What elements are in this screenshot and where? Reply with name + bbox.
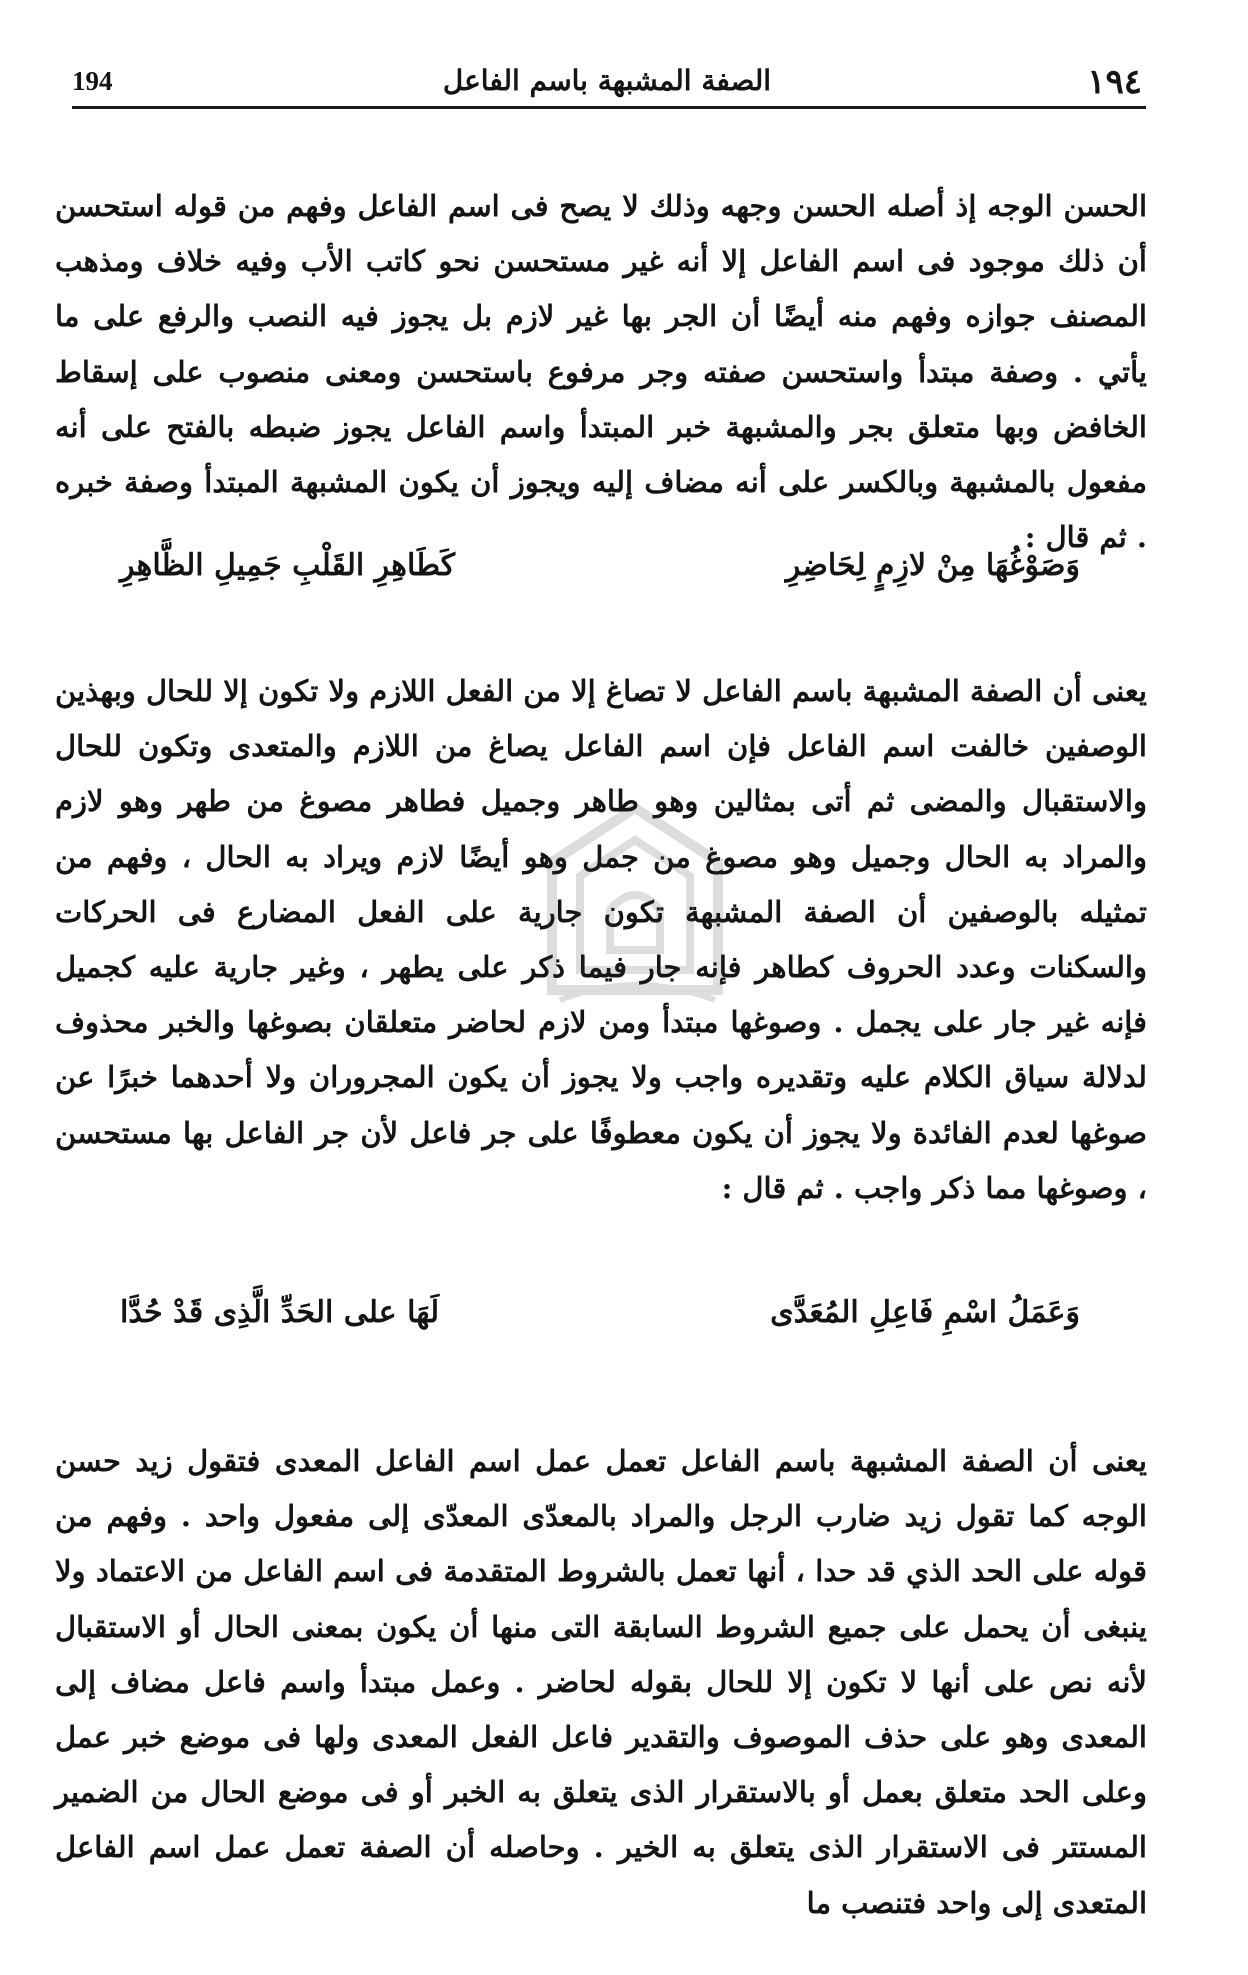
page-number-latin: 194 <box>72 66 113 96</box>
library-seal-icon <box>540 800 730 1010</box>
paragraph-2: يعنى أن الصفة المشبهة باسم الفاعل لا تصاغ إلا من الفعل اللازم ولا تكون إلا للحال وبهذين الوصفين خالفت اسم الفاعل فإن اسم الفاعل يصاغ من اللازم والمتعدى وتكون للحال والاستقبال والمضى ثم أتى بمثالين وهو طاهر وجميل فطاهر مصوغ من طهر وهو لازم والمراد به الحال وجميل وهو مصوغ من جمل وهو أيضًا لازم ويراد به الحال ، وفهم من تمثيله بالوصفين أن الصفة المشبهة تكون جارية على الفعل المضارع فى الحركات والسكنات وعدد الحروف كطاهر فإنه جار فيما ذكر على يطهر ، وغير جارية عليه كجميل فإنه غير جار على يجمل . وصوغها مبتدأ ومن لازم لحاضر متعلقان بصوغها والخبر محذوف لدلالة سياق الكلام عليه وتقديره واجب ولا يجوز أن يكون المجروران ولا أحدهما خبرًا عن صوغها لعدم الفائدة ولا يجوز أن يكون معطوفًا على جر فاعل لأن جر الفاعل بها مستحسن ، وصوغها مما ذكر واجب . ثم قال : <box>55 674 1147 1205</box>
verse-1-second-hemistich: كَطَاهِرِ القَلْبِ جَمِيلِ الظَّاهِرِ <box>120 548 456 583</box>
chapter-title: الصفة المشبهة باسم الفاعل <box>442 64 772 97</box>
paragraph-1: الحسن الوجه إذ أصله الحسن وجهه وذلك لا يصح فى اسم الفاعل وفهم من قوله استحسن أن ذلك موجود فى اسم الفاعل إلا أنه غير مستحسن نحو كاتب الأب وفيه خلاف ومذهب المصنف جوازه وفهم منه أيضًا أن الجر بها غير لازم بل يجوز فيه النصب والرفع على ما يأتي . وصفة مبتدأ واستحسن صفته وجر مرفوع باستحسن ومعنى منصوب على إسقاط الخافض وبها متعلق بجر والمشبهة خبر المبتدأ واسم الفاعل يجوز ضبطه بالفتح على أنه مفعول بالمشبهة وبالكسر على أنه مضاف إليه ويجوز أن يكون المشبهة المبتدأ وصفة خبره . ثم قال : <box>55 189 1147 555</box>
paragraph-3: يعنى أن الصفة المشبهة باسم الفاعل تعمل عمل اسم الفاعل المعدى فتقول زيد حسن الوجه كما تقول زيد ضارب الرجل والمراد بالمعدّى المعدّى إلى مفعول واحد . وفهم من قوله على الحد الذي قد حدا ، أنها تعمل بالشروط المتقدمة فى اسم الفاعل من الاعتماد ولا ينبغى أن يحمل على جميع الشروط السابقة التى منها أن يكون بمعنى الحال أو الاستقبال لأنه نص على أنها لا تكون إلا للحال بقوله لحاضر . وعمل مبتدأ واسم فاعل مضاف إلى المعدى وهو على حذف الموصوف والتقدير فاعل الفعل المعدى ولها فى موضع خبر عمل وعلى الحد متعلق بعمل أو بالاستقرار الذى يتعلق به الخبر أو فى موضع الحال من الضمير المستتر فى الاستقرار الذى يتعلق به الخير . وحاصله أن الصفة تعمل عمل اسم الفاعل المتعدى إلى واحد فتنصب ما <box>55 1444 1147 1920</box>
verse-2 <box>120 1295 1080 1355</box>
verse-2-first-hemistich: وَعَمَلُ اسْمِ فَاعِلِ المُعَدَّى <box>770 1295 1080 1330</box>
verse-1-first-hemistich: وَصَوْغُهَا مِنْ لازِمٍ لِحَاضِرِ <box>785 548 1080 583</box>
running-head <box>72 58 1142 110</box>
verse-2-second-hemistich: لَهَا على الحَدِّ الَّذِى قَدْ حُدَّا <box>120 1295 440 1330</box>
verse-1 <box>120 548 1080 608</box>
page-number-arabic: ١٩٤ <box>1087 62 1142 102</box>
header-rule <box>72 106 1146 109</box>
